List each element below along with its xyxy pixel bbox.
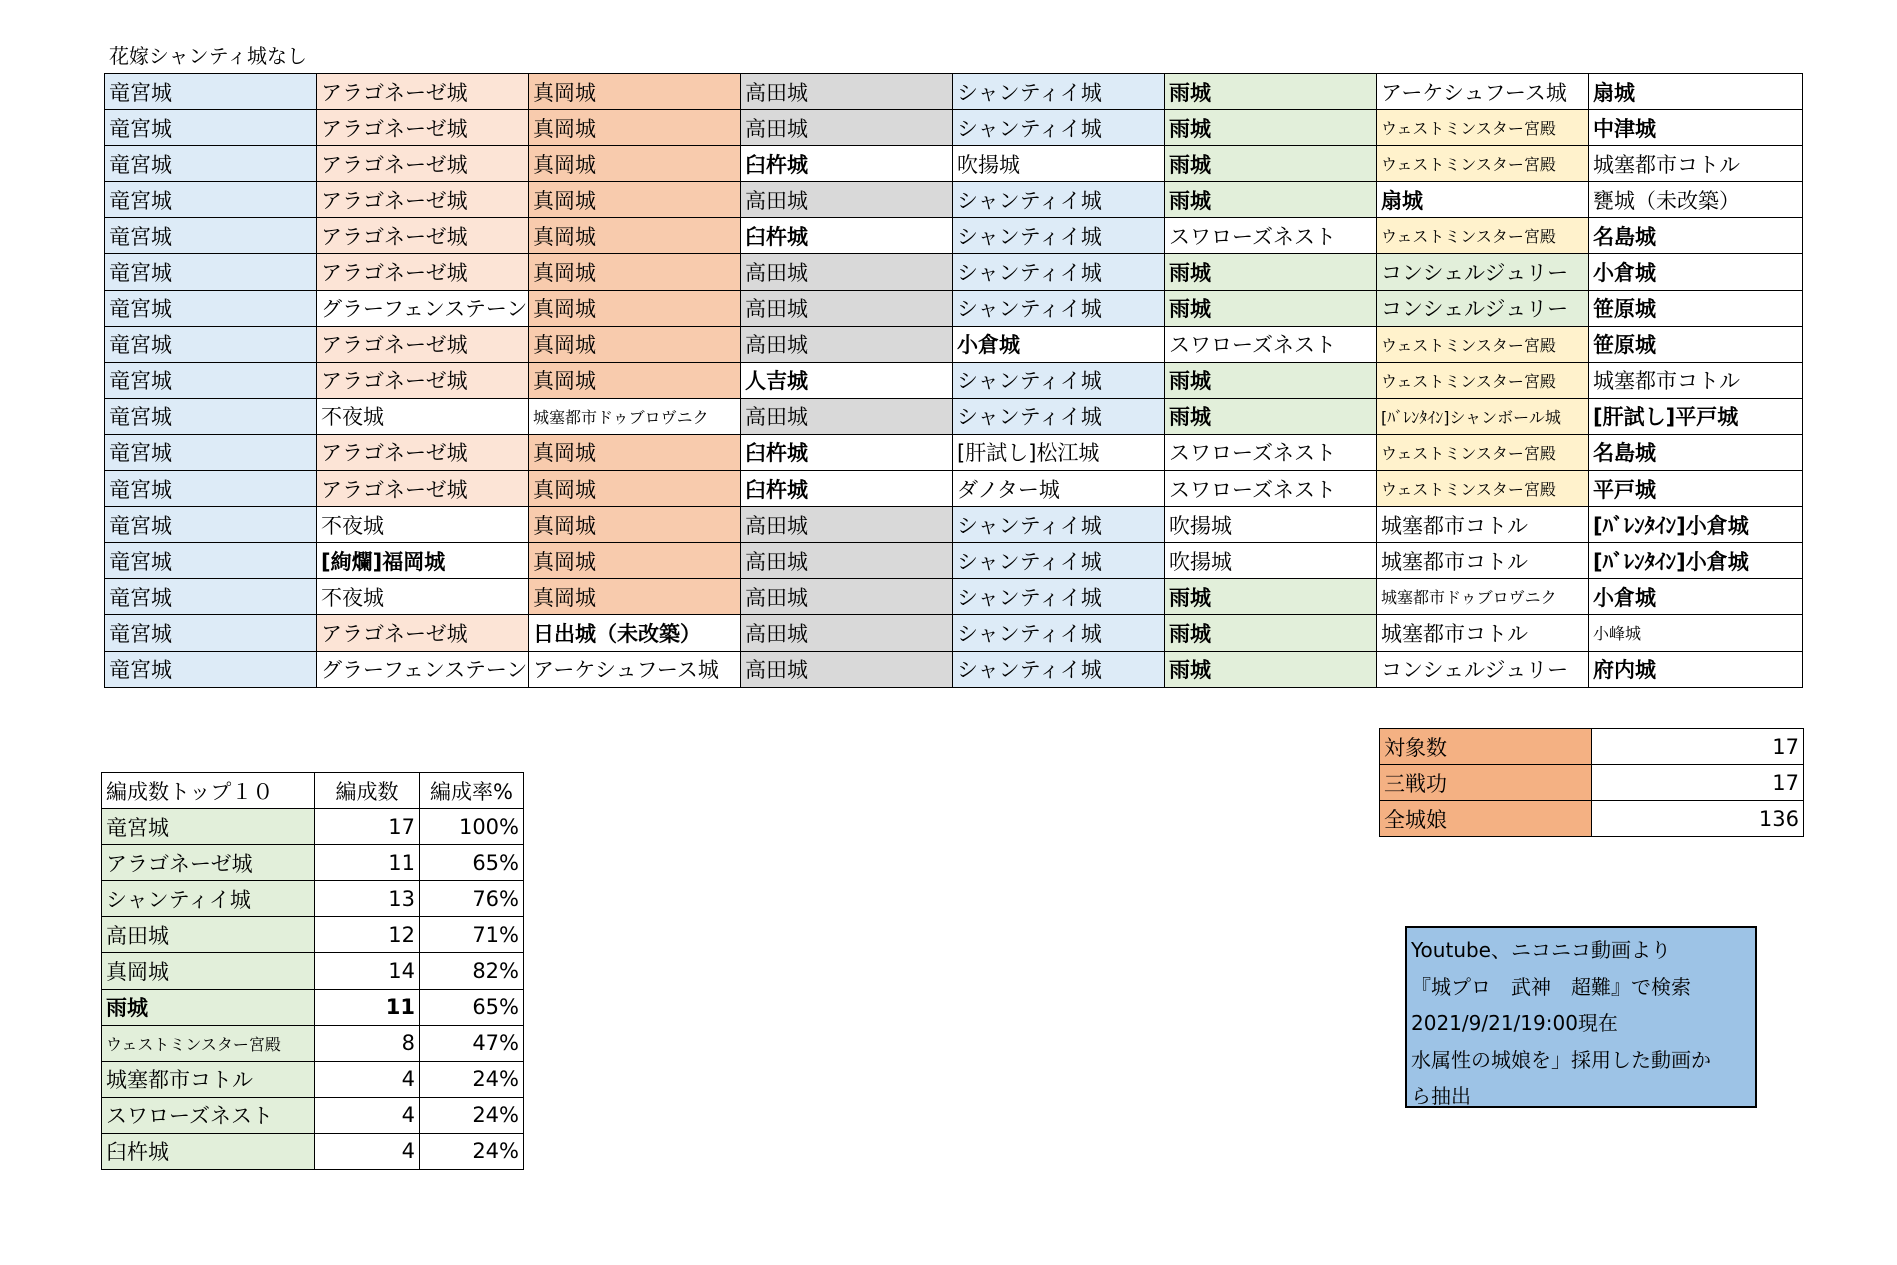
formation-cell[interactable]: シャンティイ城 [953,218,1165,254]
stats-label[interactable]: 対象数 [1380,729,1592,765]
formation-cell[interactable]: 城塞都市コトル [1377,507,1589,543]
top10-rate[interactable]: 24% [420,1133,524,1169]
formation-cell[interactable]: シャンティイ城 [953,74,1165,110]
formation-cell[interactable]: 平戸城 [1589,471,1803,507]
formation-cell[interactable]: 竜宮城 [105,290,317,326]
stats-value[interactable]: 17 [1592,765,1804,801]
formation-cell[interactable]: 真岡城 [529,290,741,326]
formation-cell[interactable]: 竜宮城 [105,651,317,687]
formation-cell[interactable]: 雨城 [1165,254,1377,290]
top10-count[interactable]: 4 [315,1097,420,1133]
formation-cell[interactable]: ウェストミンスター宮殿 [1377,471,1589,507]
stats-value[interactable]: 136 [1592,801,1804,837]
formation-cell[interactable]: 小峰城 [1589,615,1803,651]
formation-cell[interactable]: 人吉城 [741,362,953,398]
formation-row [105,434,1803,470]
formation-cell[interactable]: 竜宮城 [105,326,317,362]
top10-rate[interactable]: 24% [420,1097,524,1133]
formation-cell[interactable]: シャンティイ城 [953,254,1165,290]
formation-cell[interactable]: 竜宮城 [105,182,317,218]
top10-table [101,772,524,1170]
formation-cell[interactable]: 高田城 [741,651,953,687]
formation-cell[interactable]: 雨城 [1165,290,1377,326]
formation-cell[interactable]: 竜宮城 [105,543,317,579]
formation-cell[interactable]: 日出城（未改築） [529,615,741,651]
formation-cell[interactable]: ウェストミンスター宮殿 [1377,362,1589,398]
formation-cell[interactable]: 小倉城 [953,326,1165,362]
formation-cell[interactable]: 真岡城 [529,471,741,507]
formation-cell[interactable]: 城塞都市コトル [1589,362,1803,398]
formation-cell[interactable]: 真岡城 [529,182,741,218]
stats-row [1380,729,1804,765]
top10-count[interactable]: 17 [315,809,420,845]
formation-cell[interactable]: アラゴネーゼ城 [317,110,529,146]
formation-cell[interactable]: 小倉城 [1589,579,1803,615]
formation-cell[interactable]: 雨城 [1165,615,1377,651]
formation-cell[interactable]: 高田城 [741,615,953,651]
top10-rate[interactable]: 71% [420,917,524,953]
formation-cell[interactable]: 臼杵城 [741,471,953,507]
top10-count[interactable]: 11 [315,845,420,881]
formation-cell[interactable]: 吹揚城 [953,146,1165,182]
formation-cell[interactable]: 真岡城 [529,579,741,615]
formation-cell[interactable]: 竜宮城 [105,146,317,182]
formation-row [105,218,1803,254]
formation-row [105,398,1803,434]
formation-cell[interactable]: シャンティイ城 [953,398,1165,434]
formation-cell[interactable]: コンシェルジュリー [1377,254,1589,290]
top10-row [102,1061,524,1097]
top10-row [102,1133,524,1169]
formation-cell[interactable]: 真岡城 [529,326,741,362]
formation-cell[interactable]: アラゴネーゼ城 [317,182,529,218]
formation-cell[interactable]: 真岡城 [529,507,741,543]
formation-cell[interactable]: 雨城 [1165,579,1377,615]
formation-cell[interactable]: ウェストミンスター宮殿 [1377,434,1589,470]
note-line: ら抽出 [1411,1084,1471,1108]
formation-cell[interactable]: 雨城 [1165,146,1377,182]
formation-row [105,579,1803,615]
top10-castle-name[interactable]: 竜宮城 [102,809,315,845]
formation-cell[interactable]: 竜宮城 [105,398,317,434]
formation-cell[interactable]: 雨城 [1165,362,1377,398]
formation-cell[interactable]: ウェストミンスター宮殿 [1377,218,1589,254]
formation-cell[interactable]: [ﾊﾞﾚﾝﾀｲﾝ]シャンボール城 [1377,398,1589,434]
top10-row [102,989,524,1025]
formation-cell[interactable]: [絢爛]福岡城 [317,543,529,579]
formation-row [105,362,1803,398]
formation-cell[interactable]: 高田城 [741,290,953,326]
formation-cell[interactable]: アラゴネーゼ城 [317,254,529,290]
top10-header-rate[interactable]: 編成率% [420,773,524,809]
formation-cell[interactable]: 城塞都市ドゥブロヴニク [529,398,741,434]
formation-cell[interactable]: 名島城 [1589,434,1803,470]
formation-cell[interactable]: 小倉城 [1589,254,1803,290]
formation-cell[interactable]: 竜宮城 [105,74,317,110]
formation-cell[interactable]: 不夜城 [317,579,529,615]
formation-row [105,182,1803,218]
formation-cell[interactable]: アラゴネーゼ城 [317,146,529,182]
formation-cell[interactable]: 城塞都市ドゥブロヴニク [1377,579,1589,615]
formation-cell[interactable]: 臼杵城 [741,218,953,254]
top10-count[interactable]: 13 [315,881,420,917]
formation-cell[interactable]: アーケシュフース城 [529,651,741,687]
formation-cell[interactable]: シャンティイ城 [953,651,1165,687]
top10-castle-name[interactable]: 真岡城 [102,953,315,989]
top10-header-row [102,773,524,809]
formation-cell[interactable]: 竜宮城 [105,615,317,651]
formation-cell[interactable]: シャンティイ城 [953,182,1165,218]
formation-cell[interactable]: 竜宮城 [105,218,317,254]
formation-cell[interactable]: アラゴネーゼ城 [317,615,529,651]
formation-cell[interactable]: [肝試し]松江城 [953,434,1165,470]
formation-cell[interactable]: 吹揚城 [1165,543,1377,579]
formation-cell[interactable]: 不夜城 [317,398,529,434]
formation-cell[interactable]: ウェストミンスター宮殿 [1377,146,1589,182]
formation-cell[interactable]: 雨城 [1165,398,1377,434]
formation-cell[interactable]: 名島城 [1589,218,1803,254]
top10-castle-name[interactable]: 雨城 [102,989,315,1025]
top10-rate[interactable]: 82% [420,953,524,989]
top10-count[interactable]: 4 [315,1133,420,1169]
formation-cell[interactable]: 真岡城 [529,543,741,579]
top10-castle-name[interactable]: アラゴネーゼ城 [102,845,315,881]
formation-cell[interactable]: 城塞都市コトル [1589,146,1803,182]
formation-cell[interactable]: 甕城（未改築） [1589,182,1803,218]
top10-rate[interactable]: 100% [420,809,524,845]
top10-castle-name[interactable]: ウェストミンスター宮殿 [102,1025,315,1061]
formation-cell[interactable]: アラゴネーゼ城 [317,362,529,398]
formation-row [105,290,1803,326]
formation-cell[interactable]: スワローズネスト [1165,326,1377,362]
top10-count[interactable]: 12 [315,917,420,953]
formation-cell[interactable]: シャンティイ城 [953,110,1165,146]
formation-cell[interactable]: 不夜城 [317,507,529,543]
formation-cell[interactable]: アラゴネーゼ城 [317,326,529,362]
formation-row [105,254,1803,290]
top10-count[interactable]: 4 [315,1061,420,1097]
formation-cell[interactable]: 高田城 [741,74,953,110]
top10-row [102,881,524,917]
top10-rate[interactable]: 65% [420,989,524,1025]
top10-castle-name[interactable]: 高田城 [102,917,315,953]
formation-cell[interactable]: アラゴネーゼ城 [317,74,529,110]
formation-cell[interactable]: シャンティイ城 [953,507,1165,543]
formation-cell[interactable]: 高田城 [741,326,953,362]
formation-cell[interactable]: 真岡城 [529,146,741,182]
stats-row [1380,801,1804,837]
formation-cell[interactable]: [肝試し]平戸城 [1589,398,1803,434]
formation-cell[interactable]: 扇城 [1377,182,1589,218]
formation-cell[interactable]: [ﾊﾞﾚﾝﾀｲﾝ]小倉城 [1589,507,1803,543]
formation-cell[interactable]: 城塞都市コトル [1377,615,1589,651]
stats-row [1380,765,1804,801]
note-line: 2021/9/21/19:00現在 [1411,1011,1618,1035]
formation-cell[interactable]: 竜宮城 [105,579,317,615]
top10-row [102,809,524,845]
stats-value[interactable]: 17 [1592,729,1804,765]
formation-cell[interactable]: アラゴネーゼ城 [317,218,529,254]
top10-row [102,1025,524,1061]
formation-cell[interactable]: 雨城 [1165,74,1377,110]
formation-row [105,507,1803,543]
top10-count[interactable]: 11 [315,989,420,1025]
formation-cell[interactable]: 真岡城 [529,362,741,398]
formation-row [105,651,1803,687]
formation-cell[interactable]: スワローズネスト [1165,471,1377,507]
formation-cell[interactable]: ウェストミンスター宮殿 [1377,326,1589,362]
source-note [1405,926,1757,1108]
top10-header-count[interactable]: 編成数 [315,773,420,809]
formation-cell[interactable]: グラーフェンステーン [317,651,529,687]
formation-cell[interactable]: 高田城 [741,254,953,290]
formation-cell[interactable]: 高田城 [741,543,953,579]
formation-cell[interactable]: 高田城 [741,579,953,615]
formation-cell[interactable]: 竜宮城 [105,362,317,398]
formation-row [105,110,1803,146]
top10-header-name[interactable]: 編成数トップ１０ [102,773,315,809]
formation-cell[interactable]: 真岡城 [529,74,741,110]
stats-table [1379,728,1804,837]
formation-table [104,73,1803,688]
formation-cell[interactable]: アーケシュフース城 [1377,74,1589,110]
formation-cell[interactable]: アラゴネーゼ城 [317,471,529,507]
top10-row [102,845,524,881]
top10-castle-name[interactable]: 臼杵城 [102,1133,315,1169]
formation-cell[interactable]: ダノター城 [953,471,1165,507]
top10-rate[interactable]: 47% [420,1025,524,1061]
note-line: Youtube、ニコニコ動画より [1411,938,1671,962]
top10-row [102,917,524,953]
formation-cell[interactable]: アラゴネーゼ城 [317,434,529,470]
formation-cell[interactable]: 雨城 [1165,651,1377,687]
stats-label[interactable]: 三戦功 [1380,765,1592,801]
formation-cell[interactable]: 雨城 [1165,182,1377,218]
stats-label[interactable]: 全城娘 [1380,801,1592,837]
formation-cell[interactable]: 竜宮城 [105,507,317,543]
note-line: 水属性の城娘を」採用した動画か [1411,1047,1711,1072]
formation-cell[interactable]: [ﾊﾞﾚﾝﾀｲﾝ]小倉城 [1589,543,1803,579]
formation-row [105,615,1803,651]
formation-cell[interactable]: コンシェルジュリー [1377,290,1589,326]
top10-rate[interactable]: 24% [420,1061,524,1097]
formation-row [105,146,1803,182]
top10-rate[interactable]: 76% [420,881,524,917]
formation-cell[interactable]: 竜宮城 [105,254,317,290]
formation-cell[interactable]: 扇城 [1589,74,1803,110]
formation-cell[interactable]: シャンティイ城 [953,579,1165,615]
formation-cell[interactable]: 笹原城 [1589,326,1803,362]
top10-castle-name[interactable]: 城塞都市コトル [102,1061,315,1097]
formation-cell[interactable]: 真岡城 [529,218,741,254]
formation-cell[interactable]: 臼杵城 [741,434,953,470]
top10-row [102,953,524,989]
formation-cell[interactable]: 笹原城 [1589,290,1803,326]
formation-cell[interactable]: 吹揚城 [1165,507,1377,543]
top10-castle-name[interactable]: シャンティイ城 [102,881,315,917]
formation-cell[interactable]: シャンティイ城 [953,290,1165,326]
formation-cell[interactable]: 竜宮城 [105,434,317,470]
formation-cell[interactable]: 中津城 [1589,110,1803,146]
sheet-title: 花嫁シャンティ城なし [109,44,307,68]
formation-cell[interactable]: 高田城 [741,507,953,543]
formation-cell[interactable]: シャンティイ城 [953,543,1165,579]
formation-cell[interactable]: シャンティイ城 [953,615,1165,651]
top10-row [102,1097,524,1133]
formation-row [105,326,1803,362]
note-line: 『城プロ 武神 超難』で検索 [1411,974,1691,999]
formation-cell[interactable]: グラーフェンステーン [317,290,529,326]
formation-cell[interactable]: シャンティイ城 [953,362,1165,398]
formation-cell[interactable]: 竜宮城 [105,471,317,507]
formation-cell[interactable]: 真岡城 [529,434,741,470]
formation-cell[interactable]: コンシェルジュリー [1377,651,1589,687]
formation-cell[interactable]: 高田城 [741,398,953,434]
top10-castle-name[interactable]: スワローズネスト [102,1097,315,1133]
formation-row [105,74,1803,110]
top10-rate[interactable]: 65% [420,845,524,881]
formation-cell[interactable]: スワローズネスト [1165,434,1377,470]
formation-cell[interactable]: 真岡城 [529,110,741,146]
formation-cell[interactable]: 府内城 [1589,651,1803,687]
formation-row [105,471,1803,507]
formation-cell[interactable]: 雨城 [1165,110,1377,146]
formation-cell[interactable]: 城塞都市コトル [1377,543,1589,579]
formation-cell[interactable]: ウェストミンスター宮殿 [1377,110,1589,146]
formation-cell[interactable]: 真岡城 [529,254,741,290]
formation-row [105,543,1803,579]
top10-count[interactable]: 8 [315,1025,420,1061]
formation-cell[interactable]: スワローズネスト [1165,218,1377,254]
formation-cell[interactable]: 臼杵城 [741,146,953,182]
formation-cell[interactable]: 高田城 [741,182,953,218]
formation-cell[interactable]: 竜宮城 [105,110,317,146]
formation-cell[interactable]: 高田城 [741,110,953,146]
top10-count[interactable]: 14 [315,953,420,989]
